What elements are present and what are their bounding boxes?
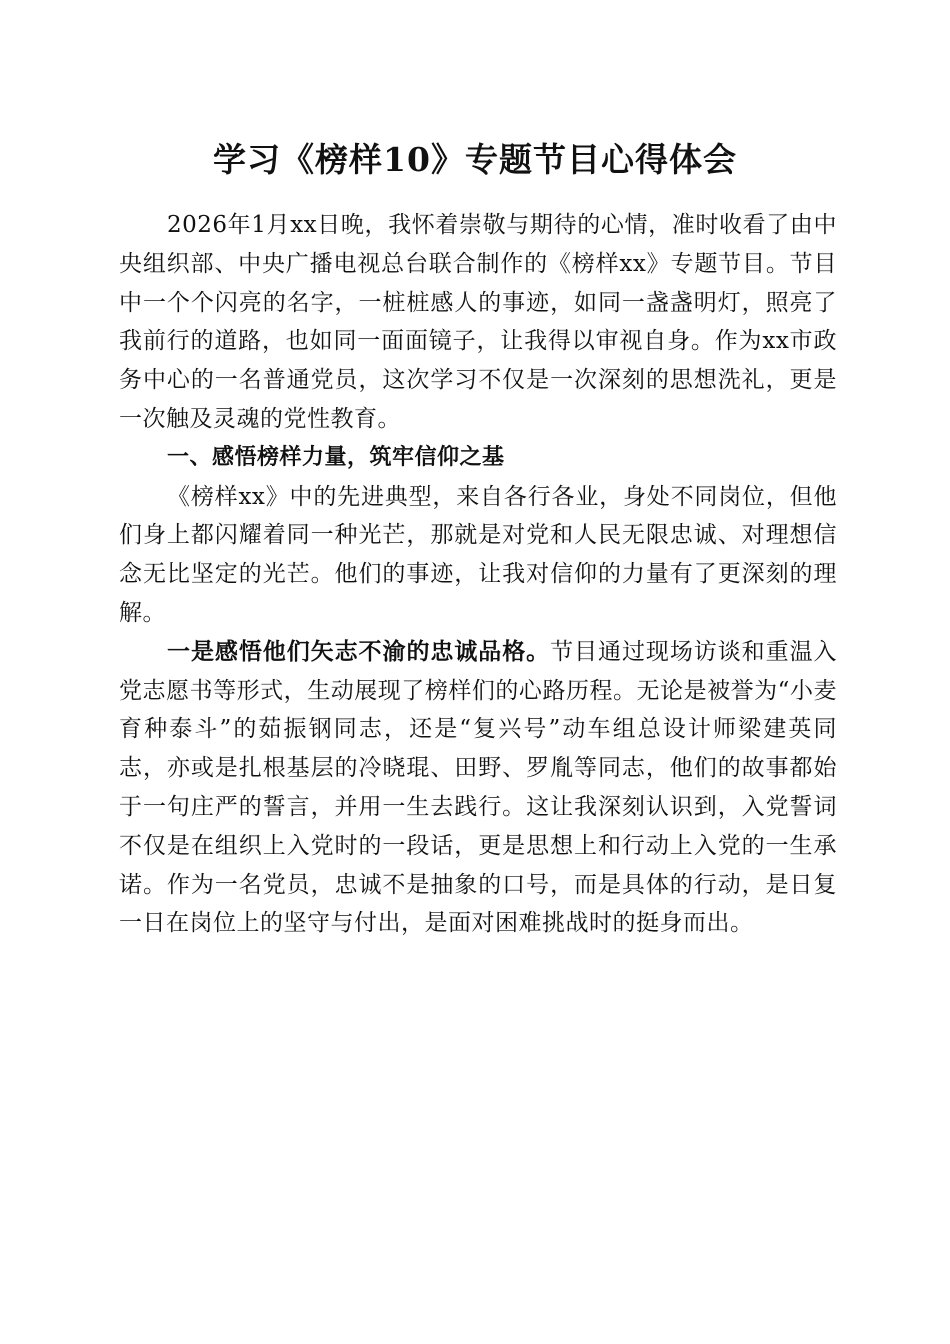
section-heading-1: 一、感悟榜样力量，筑牢信仰之基 xyxy=(167,444,505,470)
paragraph-section-1-intro: 《榜样xx》中的先进典型，来自各行各业，身处不同岗位，但他们身上都闪耀着同一种光芒，那就是对党和人民无限忠诚、对理想信念无比坚定的光芒。他们的事迹，让我对信仰的力量有了更深刻的理解。 xyxy=(119,483,837,626)
paragraph-point-1-lead: 一是感悟他们矢志不渝的忠诚品格。 xyxy=(167,637,551,665)
paragraph-point-1 xyxy=(119,633,837,943)
page-title: 学习《榜样10》专题节目心得体会 xyxy=(213,140,737,179)
document-body xyxy=(119,206,837,943)
paragraph-point-1-text: 节目通过现场访谈和重温入党志愿书等形式，生动展现了榜样们的心路历程。无论是被誉为“小麦育种泰斗”的茹振钢同志，还是“复兴号”动车组总设计师梁建英同志，亦或是扎根基层的冷晓琨、田野、罗胤等同志，他们的故事都始于一句庄严的誓言，并用一生去践行。这让我深刻认识到，入党誓词不仅是在组织上入党时的一段话，更是思想上和行动上入党的一生承诺。作为一名党员，忠诚不是抽象的口号，而是具体的行动，是日复一日在岗位上的坚守与付出，是面对困难挑战时的挺身而出。 xyxy=(119,638,838,937)
paragraph-intro: 2026年1月xx日晚，我怀着崇敬与期待的心情，准时收看了由中央组织部、中央广播电视总台联合制作的《榜样xx》专题节目。节目中一个个闪亮的名字，一桩桩感人的事迹，如同一盏盏明灯，照亮了我前行的道路，也如同一面面镜子，让我得以审视自身。作为xx市政务中心的一名普通党员，这次学习不仅是一次深刻的思想洗礼，更是一次触及灵魂的党性教育。 xyxy=(119,212,837,432)
